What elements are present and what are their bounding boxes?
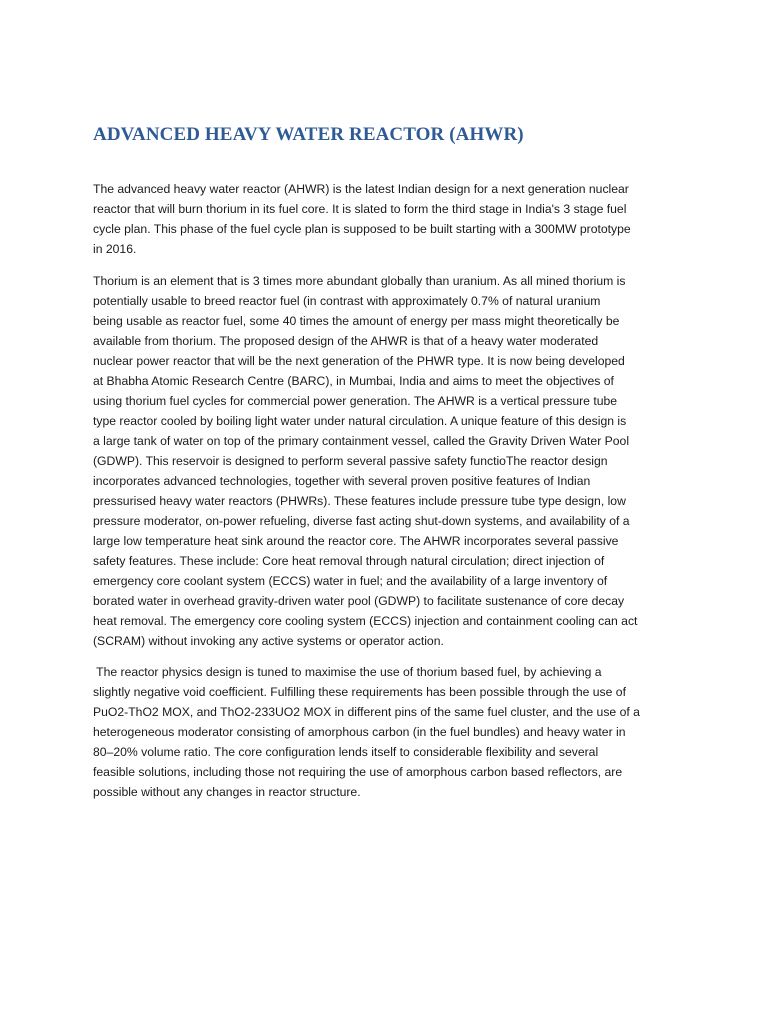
text-line: using thorium fuel cycles for commercial power generation. The AHWR is a vertical pressure tube bbox=[93, 394, 618, 408]
text-line: reactor that will burn thorium in its fuel core. It is slated to form the third stage in India's 3 stage fuel bbox=[93, 202, 627, 216]
text-line: a large tank of water on top of the primary containment vessel, called the Gravity Driven Water Pool bbox=[93, 434, 630, 448]
paragraph-intro bbox=[93, 179, 681, 259]
document-title: ADVANCED HEAVY WATER REACTOR (AHWR) bbox=[93, 124, 524, 145]
text-line: pressurised heavy water reactors (PHWRs). These features include pressure tube type design, low bbox=[93, 494, 626, 508]
text-line: The advanced heavy water reactor (AHWR) is the latest Indian design for a next generation nuclear bbox=[93, 182, 629, 196]
paragraph-physics-design bbox=[93, 662, 681, 802]
text-line: type reactor cooled by boiling light water under natural circulation. A unique feature of this design is bbox=[93, 414, 627, 428]
text-line: PuO2-ThO2 MOX, and ThO2-233UO2 MOX in different pins of the same fuel cluster, and the use of a bbox=[93, 705, 640, 719]
text-line: nuclear power reactor that will be the next generation of the PHWR type. It is now being developed bbox=[93, 354, 625, 368]
text-line: 80–20% volume ratio. The core configuration lends itself to considerable flexibility and several bbox=[93, 745, 599, 759]
text-line: available from thorium. The proposed design of the AHWR is that of a heavy water moderated bbox=[93, 334, 599, 348]
text-line: (GDWP). This reservoir is designed to perform several passive safety functioThe reactor design bbox=[93, 454, 608, 468]
text-line: large low temperature heat sink around the reactor core. The AHWR incorporates several passive bbox=[93, 534, 619, 548]
text-line: potentially usable to breed reactor fuel (in contrast with approximately 0.7% of natural uranium bbox=[93, 294, 601, 308]
text-line: safety features. These include: Core heat removal through natural circulation; direct injection of bbox=[93, 554, 605, 568]
text-line: Thorium is an element that is 3 times more abundant globally than uranium. As all mined thorium is bbox=[93, 274, 626, 288]
text-line: The reactor physics design is tuned to maximise the use of thorium based fuel, by achieving a bbox=[93, 665, 602, 679]
text-line: borated water in overhead gravity-driven water pool (GDWP) to facilitate sustenance of core decay bbox=[93, 594, 625, 608]
text-line: heterogeneous moderator consisting of amorphous carbon (in the fuel bundles) and heavy water in bbox=[93, 725, 626, 739]
text-line: emergency core coolant system (ECCS) water in fuel; and the availability of a large inventory of bbox=[93, 574, 608, 588]
text-line: slightly negative void coefficient. Fulfilling these requirements has been possible through the use of bbox=[93, 685, 626, 699]
text-line: cycle plan. This phase of the fuel cycle plan is supposed to be built starting with a 300MW prototype bbox=[93, 222, 631, 236]
text-line: heat removal. The emergency core cooling system (ECCS) injection and containment cooling can act bbox=[93, 614, 638, 628]
text-line: being usable as reactor fuel, some 40 times the amount of energy per mass might theoretically be bbox=[93, 314, 620, 328]
text-line: feasible solutions, including those not requiring the use of amorphous carbon based reflectors, are bbox=[93, 765, 623, 779]
text-line: pressure moderator, on-power refueling, diverse fast acting shut-down systems, and availability of a bbox=[93, 514, 630, 528]
text-line: at Bhabha Atomic Research Centre (BARC), in Mumbai, India and aims to meet the objectives of bbox=[93, 374, 614, 388]
paragraph-thorium bbox=[93, 271, 681, 651]
text-line: in 2016. bbox=[93, 242, 137, 256]
text-line: possible without any changes in reactor structure. bbox=[93, 785, 361, 799]
text-line: (SCRAM) without invoking any active systems or operator action. bbox=[93, 634, 444, 648]
text-line: incorporates advanced technologies, together with several proven positive features of Indian bbox=[93, 474, 591, 488]
